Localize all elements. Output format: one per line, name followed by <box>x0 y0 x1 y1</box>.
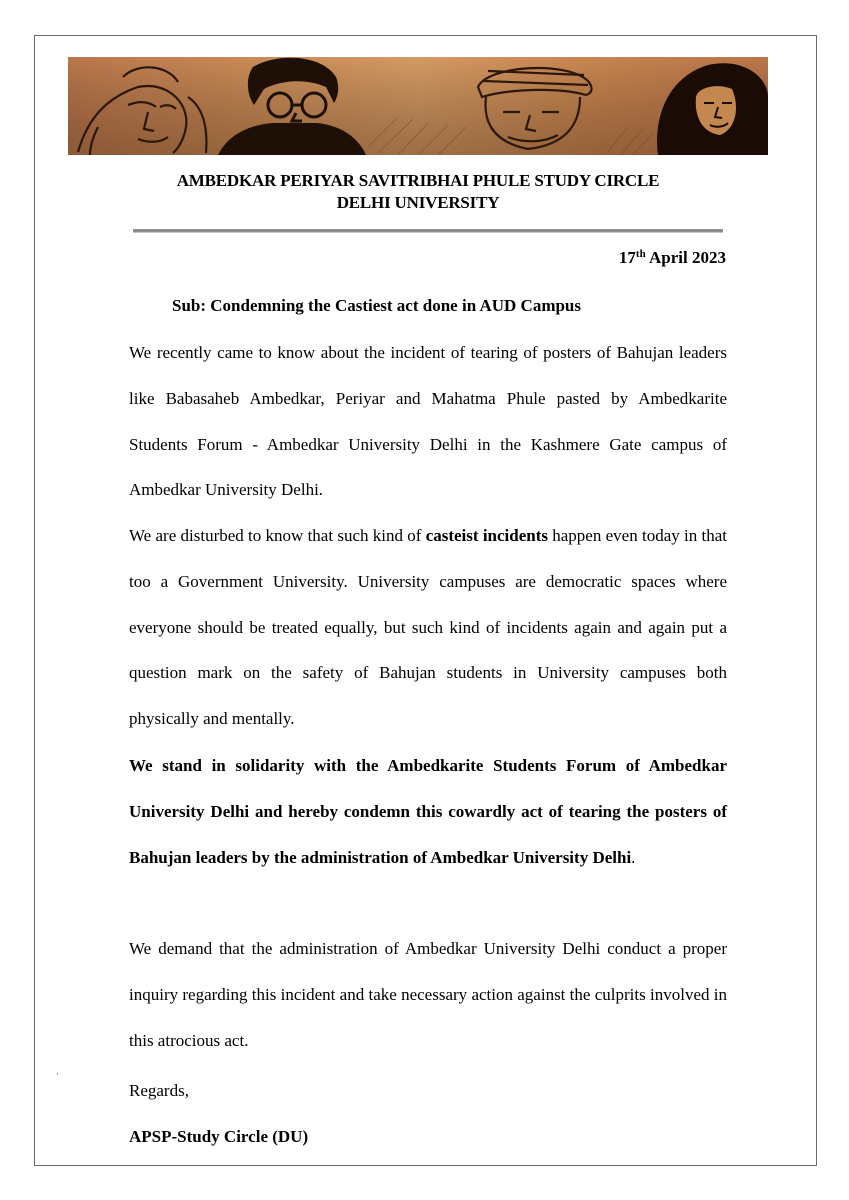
portrait-banner-image <box>68 57 768 155</box>
date-rest: April 2023 <box>645 248 726 267</box>
paragraph-demand: We demand that the administration of Ambedkar University Delhi conduct a proper inquiry regarding this incident and take necessary action against the culprits involved in this atrocious act. <box>129 939 727 1050</box>
paragraph-disturbed-end: happen even today in that too a Government University. University campuses are democratic spaces where everyone should be treated equally, but such kind of incidents again and again put a question mark on the safety of Bahujan students in University campuses both physically and mentally. <box>129 526 727 729</box>
paragraph-incident: We recently came to know about the incident of tearing of posters of Bahujan leaders like Babasaheb Ambedkar, Periyar and Mahatma Phule pasted by Ambedkarite Students Forum - Ambedkar University Delhi in the Kashmere Gate campus of Ambedkar University Delhi. <box>129 343 727 500</box>
solidarity-statement: We stand in solidarity with the Ambedkarite Students Forum of Ambedkar University Delhi and hereby condemn this cowardly act of tearing the posters of Bahujan leaders by the administration of Ambedkar University Delhi <box>129 756 727 867</box>
signature: APSP-Study Circle (DU) <box>129 1127 309 1146</box>
paragraph-solidarity <box>129 743 727 880</box>
letter-date <box>619 247 726 269</box>
header-divider <box>133 229 723 233</box>
closing-regards: Regards, <box>129 1081 189 1100</box>
scan-speck <box>57 1073 58 1075</box>
letter-subject: Sub: Condemning the Castiest act done in AUD Campus <box>172 296 582 315</box>
organization-name: AMBEDKAR PERIYAR SAVITRIBHAI PHULE STUDY CIRCLE <box>176 171 660 190</box>
solidarity-period: . <box>631 847 636 867</box>
casteist-incidents-emphasis: casteist incidents <box>425 526 548 545</box>
date-day: 17 <box>618 248 636 267</box>
paragraph-disturbed <box>129 513 727 742</box>
date-suffix: th <box>635 248 646 260</box>
university-name: DELHI UNIVERSITY <box>336 193 500 212</box>
paragraph-disturbed-start: We are disturbed to know that such kind of <box>129 526 426 545</box>
